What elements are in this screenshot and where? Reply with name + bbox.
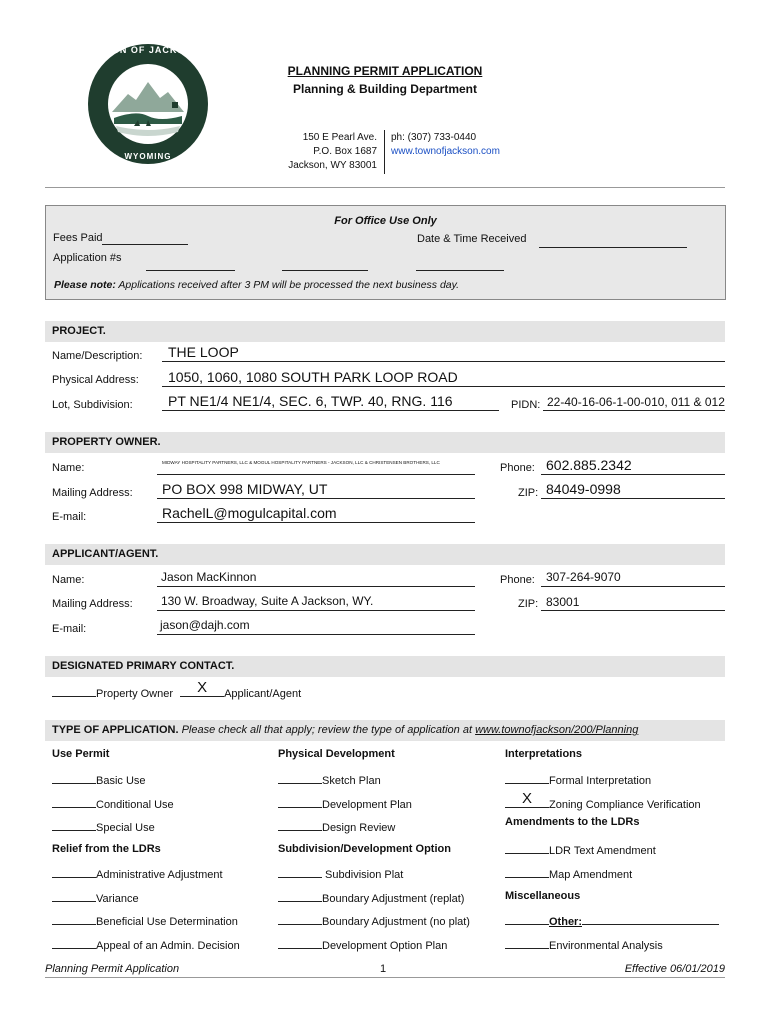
section-title: PROJECT. bbox=[52, 325, 106, 337]
contact-block bbox=[391, 131, 500, 159]
applicant-name-label: Name: bbox=[52, 574, 85, 586]
footer-effective-date: Effective 06/01/2019 bbox=[624, 963, 725, 975]
date-received-label: Date & Time Received bbox=[417, 233, 527, 245]
lot-subdivision-underline bbox=[162, 410, 499, 411]
application-type-option bbox=[52, 937, 240, 952]
owner-zip-field[interactable]: 84049-0998 bbox=[546, 481, 621, 497]
header-rule bbox=[45, 187, 725, 188]
application-number-field[interactable] bbox=[282, 270, 368, 271]
address-line: P.O. Box 1687 bbox=[313, 146, 377, 157]
option-checkbox[interactable] bbox=[52, 819, 96, 831]
department-name: Planning & Building Department bbox=[292, 82, 477, 96]
applicant-phone-label: Phone: bbox=[500, 574, 535, 586]
application-type-option bbox=[505, 866, 632, 881]
option-checkbox[interactable] bbox=[278, 937, 322, 949]
option-check-mark: X bbox=[521, 790, 532, 807]
applicant-zip-field[interactable]: 83001 bbox=[546, 595, 580, 609]
option-label: Environmental Analysis bbox=[549, 940, 663, 952]
column-heading: Physical Development bbox=[278, 748, 395, 760]
primary-contact-options bbox=[52, 679, 302, 700]
owner-mailing-label: Mailing Address: bbox=[52, 487, 133, 499]
section-title: PROPERTY OWNER. bbox=[52, 436, 161, 448]
application-type-option bbox=[52, 772, 146, 787]
late-submission-note bbox=[54, 279, 459, 291]
option-checkbox[interactable] bbox=[52, 796, 96, 808]
owner-phone-underline bbox=[541, 474, 725, 475]
application-type-option bbox=[278, 913, 470, 928]
address-line: 150 E Pearl Ave. bbox=[302, 132, 377, 143]
owner-name-field[interactable]: MIDWAY HOSPITALITY PARTNERS, LLC & MOGUL HOSPITALITY PARTNERS - JACKSON, LLC & CHRISTENSEN BROTHERS, LLC bbox=[162, 460, 440, 465]
option-label: Special Use bbox=[96, 822, 155, 834]
option-checkbox[interactable] bbox=[278, 890, 322, 902]
column-heading: Miscellaneous bbox=[505, 890, 581, 902]
option-checkbox[interactable] bbox=[505, 772, 549, 784]
option-label: Map Amendment bbox=[549, 869, 633, 881]
owner-mailing-underline bbox=[157, 498, 475, 499]
date-received-field[interactable] bbox=[539, 247, 687, 248]
fees-paid-field[interactable] bbox=[102, 244, 188, 245]
town-logo bbox=[86, 42, 210, 166]
application-type-option bbox=[505, 842, 656, 857]
pidn-underline bbox=[543, 410, 725, 411]
applicant-mailing-underline bbox=[157, 610, 475, 611]
application-type-option bbox=[278, 866, 403, 881]
physical-address-field[interactable]: 1050, 1060, 1080 SOUTH PARK LOOP ROAD bbox=[168, 369, 458, 385]
type-heading: TYPE OF APPLICATION. bbox=[52, 724, 179, 736]
note-label: Please note: bbox=[54, 279, 116, 291]
option-checkbox[interactable] bbox=[52, 890, 96, 902]
owner-email-field[interactable]: RachelL@mogulcapital.com bbox=[162, 505, 337, 521]
owner-email-label: E-mail: bbox=[52, 511, 87, 523]
option-label: Formal Interpretation bbox=[549, 775, 652, 787]
office-use-heading: For Office Use Only bbox=[334, 215, 437, 227]
logo-bottom-text: WYOMING bbox=[124, 152, 172, 161]
application-type-option bbox=[278, 796, 412, 811]
address-divider bbox=[384, 130, 385, 174]
applicant-phone-field[interactable]: 307-264-9070 bbox=[546, 570, 621, 584]
application-type-option bbox=[52, 890, 139, 905]
option-checkbox[interactable] bbox=[278, 913, 322, 925]
column-heading: Subdivision/Development Option bbox=[278, 843, 451, 855]
applicant-agent-label: Applicant/Agent bbox=[224, 688, 302, 700]
owner-zip-underline bbox=[541, 498, 725, 499]
section-title: APPLICANT/AGENT. bbox=[52, 548, 159, 560]
option-label: Zoning Compliance Verification bbox=[549, 799, 701, 811]
option-label: Variance bbox=[96, 893, 139, 905]
application-type-option bbox=[278, 772, 381, 787]
option-label: Appeal of an Admin. Decision bbox=[96, 940, 240, 952]
application-type-option bbox=[52, 796, 174, 811]
option-label: Conditional Use bbox=[96, 799, 174, 811]
applicant-phone-underline bbox=[541, 586, 725, 587]
project-name-field[interactable]: THE LOOP bbox=[168, 344, 239, 360]
applicant-section-header bbox=[45, 544, 725, 565]
option-checkbox[interactable] bbox=[505, 790, 549, 808]
owner-zip-label: ZIP: bbox=[518, 487, 539, 499]
option-label: Development Option Plan bbox=[322, 940, 448, 952]
other-description-field[interactable] bbox=[582, 913, 719, 925]
application-type-option bbox=[505, 772, 651, 787]
option-label: Subdivision Plat bbox=[322, 869, 404, 881]
option-label: Other: bbox=[549, 916, 582, 928]
option-checkbox[interactable] bbox=[278, 796, 322, 808]
applicant-zip-label: ZIP: bbox=[518, 598, 539, 610]
option-label: Design Review bbox=[322, 822, 396, 834]
owner-name-underline bbox=[157, 474, 475, 475]
column-heading: Relief from the LDRs bbox=[52, 843, 161, 855]
column-heading: Amendments to the LDRs bbox=[505, 816, 640, 828]
lot-subdivision-field[interactable]: PT NE1/4 NE1/4, SEC. 6, TWP. 40, RNG. 116 bbox=[168, 393, 453, 409]
applicant-agent-checkbox[interactable] bbox=[180, 679, 224, 697]
footer-rule bbox=[45, 977, 725, 978]
application-numbers-label: Application #s bbox=[53, 252, 122, 264]
department-website-link[interactable]: www.townofjackson.com bbox=[391, 146, 500, 157]
applicant-mailing-field[interactable]: 130 W. Broadway, Suite A Jackson, WY. bbox=[161, 594, 374, 608]
column-heading: Interpretations bbox=[505, 748, 583, 760]
option-checkbox[interactable] bbox=[505, 842, 549, 854]
applicant-name-field[interactable]: Jason MacKinnon bbox=[161, 570, 257, 584]
column-heading: Use Permit bbox=[52, 748, 110, 760]
option-label: LDR Text Amendment bbox=[549, 845, 656, 857]
applicant-email-label: E-mail: bbox=[52, 623, 87, 635]
section-title: DESIGNATED PRIMARY CONTACT. bbox=[52, 660, 235, 672]
option-label: Administrative Adjustment bbox=[96, 869, 223, 881]
applicant-name-underline bbox=[157, 586, 475, 587]
applicant-email-underline bbox=[157, 634, 475, 635]
application-number-field[interactable] bbox=[146, 270, 235, 271]
option-label: Boundary Adjustment (no plat) bbox=[322, 916, 470, 928]
application-type-option bbox=[278, 937, 447, 952]
address-line: Jackson, WY 83001 bbox=[288, 160, 377, 171]
pidn-label: PIDN: bbox=[511, 399, 541, 411]
logo-top-text: TOWN OF JACKSON bbox=[96, 45, 200, 55]
physical-address-underline bbox=[162, 386, 725, 387]
town-seal-icon bbox=[86, 42, 210, 166]
applicant-zip-underline bbox=[541, 610, 725, 611]
application-type-option bbox=[505, 913, 719, 928]
option-checkbox[interactable] bbox=[505, 937, 549, 949]
owner-email-underline bbox=[157, 522, 475, 523]
application-type-option bbox=[278, 819, 395, 834]
project-name-label: Name/Description: bbox=[52, 350, 143, 362]
application-type-option bbox=[505, 937, 663, 952]
fees-paid-label: Fees Paid bbox=[53, 232, 103, 244]
option-checkbox[interactable] bbox=[52, 913, 96, 925]
option-label: Basic Use bbox=[96, 775, 146, 787]
option-checkbox[interactable] bbox=[52, 937, 96, 949]
type-heading-line bbox=[52, 724, 638, 736]
property-owner-checkbox[interactable] bbox=[52, 685, 96, 697]
application-type-option bbox=[278, 890, 464, 905]
property-owner-label: Property Owner bbox=[96, 688, 174, 700]
applicant-agent-mark: X bbox=[197, 679, 208, 696]
lot-subdivision-label: Lot, Subdivision: bbox=[52, 399, 133, 411]
footer-form-name: Planning Permit Application bbox=[45, 963, 180, 975]
planning-link[interactable]: www.townofjackson/200/Planning bbox=[475, 724, 639, 736]
option-label: Boundary Adjustment (replat) bbox=[322, 893, 465, 905]
owner-name-label: Name: bbox=[52, 462, 85, 474]
owner-mailing-field[interactable]: PO BOX 998 MIDWAY, UT bbox=[162, 481, 328, 497]
pidn-field[interactable]: 22-40-16-06-1-00-010, 011 & 012 bbox=[547, 395, 725, 409]
applicant-email-field[interactable]: jason@dajh.com bbox=[160, 618, 250, 632]
department-phone: ph: (307) 733-0440 bbox=[391, 132, 477, 143]
option-checkbox[interactable] bbox=[52, 866, 96, 878]
applicant-mailing-label: Mailing Address: bbox=[52, 598, 133, 610]
application-type-option bbox=[52, 866, 223, 881]
option-checkbox[interactable] bbox=[278, 772, 322, 784]
option-checkbox[interactable] bbox=[505, 866, 549, 878]
project-name-underline bbox=[162, 361, 725, 362]
option-checkbox[interactable] bbox=[505, 913, 549, 925]
application-type-option bbox=[52, 819, 155, 834]
option-checkbox[interactable] bbox=[278, 819, 322, 831]
option-checkbox[interactable] bbox=[52, 772, 96, 784]
contact-section-header bbox=[45, 656, 725, 677]
option-label: Development Plan bbox=[322, 799, 412, 811]
option-checkbox[interactable] bbox=[278, 866, 322, 878]
physical-address-label: Physical Address: bbox=[52, 374, 139, 386]
owner-phone-field[interactable]: 602.885.2342 bbox=[546, 457, 632, 473]
address-block bbox=[260, 131, 377, 173]
project-section-header bbox=[45, 321, 725, 342]
office-use-box bbox=[45, 205, 726, 300]
type-instruction: Please check all that apply; review the type of application at bbox=[178, 724, 476, 736]
footer-page-number: 1 bbox=[380, 963, 387, 975]
option-label: Sketch Plan bbox=[322, 775, 381, 787]
note-text: Applications received after 3 PM will be processed the next business day. bbox=[115, 279, 460, 291]
owner-section-header bbox=[45, 432, 725, 453]
owner-phone-label: Phone: bbox=[500, 462, 535, 474]
form-title: PLANNING PERMIT APPLICATION bbox=[287, 64, 483, 78]
option-label: Beneficial Use Determination bbox=[96, 916, 238, 928]
application-type-option bbox=[505, 790, 701, 811]
application-number-field[interactable] bbox=[416, 270, 504, 271]
application-type-option bbox=[52, 913, 238, 928]
